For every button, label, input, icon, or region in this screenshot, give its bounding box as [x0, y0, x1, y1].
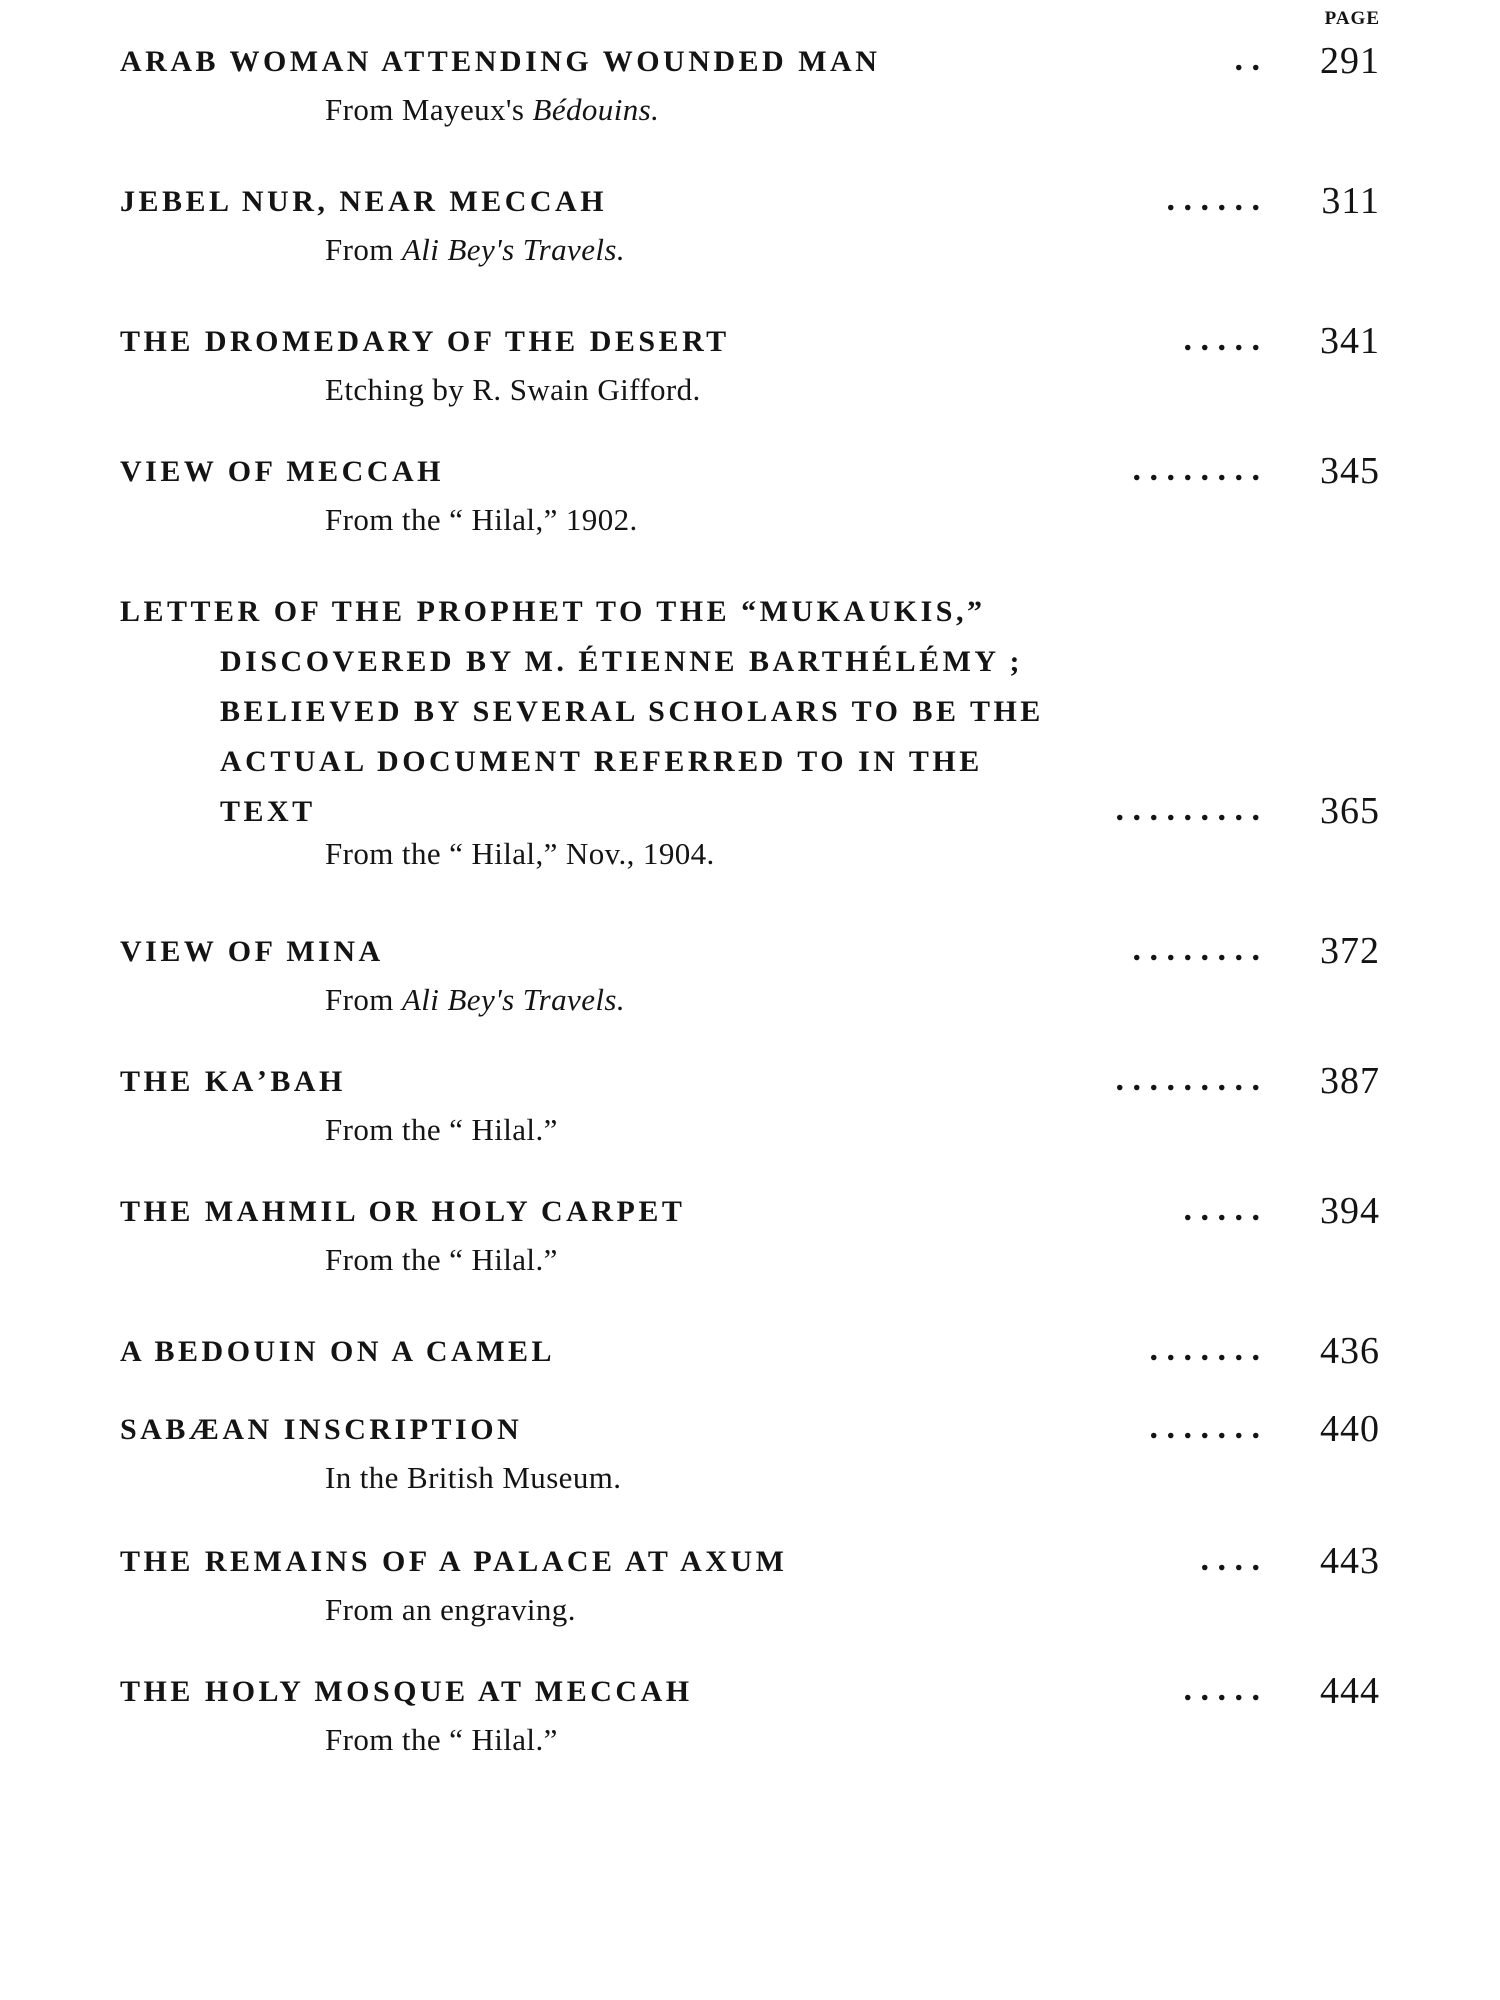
entry-credit: From Mayeux's Bédouins.	[325, 92, 660, 127]
entry-page-number: 444	[1320, 1670, 1380, 1712]
illustration-entry	[120, 1403, 1380, 1503]
entry-page-number: 291	[1320, 40, 1380, 82]
leader-dots: . . . . . . . .	[1132, 931, 1260, 968]
leader-dots: . . . . . .	[1166, 181, 1260, 218]
entry-title-line: LETTER OF THE PROPHET TO THE “MUKAUKIS,”	[120, 595, 986, 628]
entry-title-line: TEXT	[220, 795, 316, 828]
illustration-entry	[120, 585, 1380, 879]
illustration-entry	[120, 175, 1380, 275]
entry-title-line: ACTUAL DOCUMENT REFERRED TO IN THE	[220, 745, 983, 778]
entry-credit: Etching by R. Swain Gifford.	[325, 372, 701, 407]
entry-page-number: 443	[1320, 1540, 1380, 1582]
entry-credit: From the “ Hilal.”	[325, 1722, 558, 1757]
leader-dots: . . . . . . .	[1149, 1331, 1260, 1368]
entry-credit: From an engraving.	[325, 1592, 576, 1627]
illustration-entry	[120, 315, 1380, 415]
entry-title: JEBEL NUR, NEAR MECCAH	[120, 185, 608, 218]
entry-title: THE MAHMIL OR HOLY CARPET	[120, 1195, 686, 1228]
entry-title: THE DROMEDARY OF THE DESERT	[120, 325, 730, 358]
entry-title: SABÆAN INSCRIPTION	[120, 1413, 523, 1446]
entry-credit: In the British Museum.	[325, 1460, 622, 1495]
leader-dots: . .	[1234, 41, 1260, 78]
leader-dots: . . . . . . . . .	[1115, 1061, 1260, 1098]
entry-page-number: 341	[1320, 320, 1380, 362]
entry-title: VIEW OF MINA	[120, 935, 384, 968]
entry-page-number: 365	[1320, 790, 1380, 832]
entry-credit: From Ali Bey's Travels.	[325, 232, 625, 267]
illustration-entry	[120, 1665, 1380, 1765]
entry-page-number: 345	[1320, 450, 1380, 492]
entry-page-number: 387	[1320, 1060, 1380, 1102]
entry-title: A BEDOUIN ON A CAMEL	[120, 1335, 556, 1368]
page-column-label: PAGE	[1324, 8, 1380, 29]
entry-credit: From Ali Bey's Travels.	[325, 982, 625, 1017]
entry-title: ARAB WOMAN ATTENDING WOUNDED MAN	[120, 45, 881, 78]
entry-title-line: DISCOVERED BY M. ÉTIENNE BARTHÉLÉMY ;	[220, 645, 1023, 678]
illustration-entry	[120, 1325, 1380, 1375]
leader-dots: . . . . . . . .	[1132, 451, 1260, 488]
leader-dots: . . . . .	[1183, 1191, 1260, 1228]
entry-title: VIEW OF MECCAH	[120, 455, 445, 488]
illustration-entry	[120, 445, 1380, 545]
entry-title: THE HOLY MOSQUE AT MECCAH	[120, 1675, 693, 1708]
entry-page-number: 394	[1320, 1190, 1380, 1232]
leader-dots: . . . . .	[1183, 1671, 1260, 1708]
entry-credit: From the “ Hilal.”	[325, 1242, 558, 1277]
illustration-entry	[120, 1185, 1380, 1285]
leader-dots: . . . . .	[1183, 321, 1260, 358]
leader-dots: . . . .	[1200, 1541, 1260, 1578]
entry-credit: From the “ Hilal.”	[325, 1112, 558, 1147]
entry-page-number: 372	[1320, 930, 1380, 972]
entry-page-number: 440	[1320, 1408, 1380, 1450]
entry-title-line: BELIEVED BY SEVERAL SCHOLARS TO BE THE	[220, 695, 1044, 728]
leader-dots: . . . . . . . . .	[1115, 791, 1260, 828]
entry-title: THE REMAINS OF A PALACE AT AXUM	[120, 1545, 788, 1578]
entry-credit: From the “ Hilal,” 1902.	[325, 502, 638, 537]
entry-title: THE KAʼBAH	[120, 1065, 346, 1098]
leader-dots: . . . . . . .	[1149, 1409, 1260, 1446]
illustration-entry	[120, 35, 1380, 135]
entry-page-number: 311	[1321, 180, 1380, 222]
entry-credit: From the “ Hilal,” Nov., 1904.	[325, 836, 715, 871]
illustration-entry	[120, 1535, 1380, 1635]
entry-page-number: 436	[1320, 1330, 1380, 1372]
illustration-entry	[120, 1055, 1380, 1155]
illustration-entry	[120, 925, 1380, 1025]
